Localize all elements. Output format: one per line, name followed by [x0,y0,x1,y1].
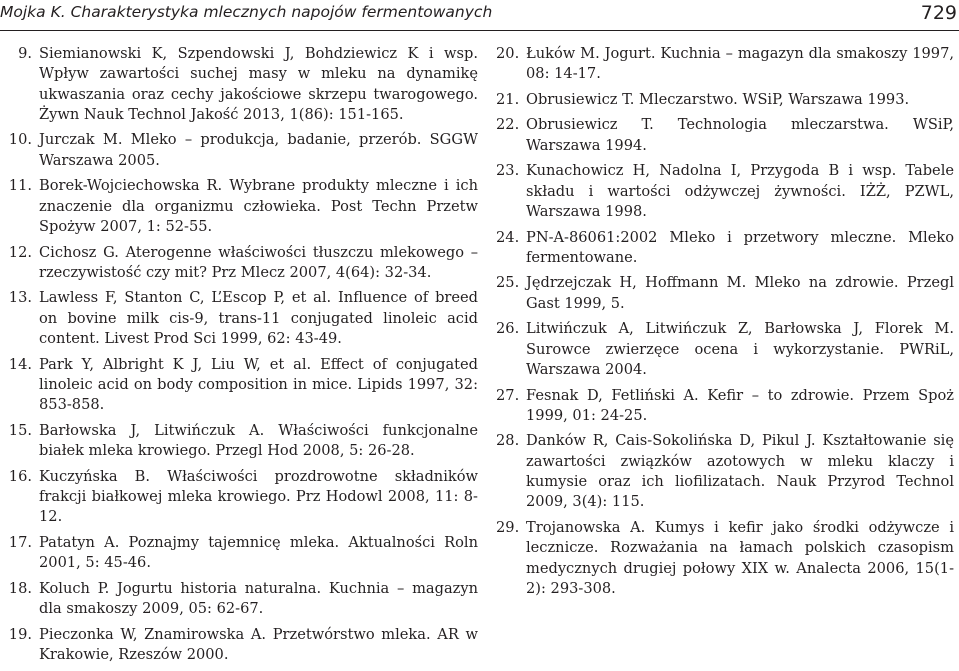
reference-number: 28. [496,432,520,450]
reference-number: 20. [496,45,520,62]
reference-item [8,467,478,528]
reference-number: 12. [8,243,32,261]
reference-text: Kunachowicz H, Nadolna I, Przygoda B i wsp. Tabele składu i wartości odżywczej żywności. IŻŻ, PZWL, Warszawa 1998. [526,162,954,220]
reference-text: Kuczyńska B. Właściwości prozdrowotne składników frakcji białkowej mleka krowiego. Prz Hodowl 2008, 11: 8-12. [39,467,478,526]
reference-text: Cichosz G. Aterogenne właściwości tłuszczu mlekowego – rzeczywistość czy mit? Prz Mlecz 2007, 4(64): 32-34. [39,243,478,281]
reference-number: 16. [8,467,32,485]
reference-item [8,288,478,349]
reference-item [496,431,954,512]
references-left-column [8,44,478,671]
reference-item [496,386,954,427]
reference-item [8,421,478,462]
reference-item [496,161,954,222]
reference-item [8,130,478,171]
reference-text: Siemianowski K, Szpendowski J, Bohdziewicz K i wsp. Wpływ zawartości suchej masy w mleku na dynamikę ukwaszania oraz cechy jakościowe skrzepu twarogowego. Żywn Nauk Technol Jakość 2013, 1(86): 151-165. [39,45,478,123]
reference-item [496,228,954,269]
reference-item [8,355,478,416]
reference-item [496,319,954,380]
reference-number: 26. [496,320,520,338]
reference-item [8,625,478,666]
reference-number: 23. [496,162,520,180]
reference-text: Borek-Wojciechowska R. Wybrane produkty mleczne i ich znaczenie dla organizmu człowieka. Post Techn Przetw Spożyw 2007, 1: 52-55. [39,177,478,235]
reference-item [8,243,478,284]
page-number: 729 [920,2,957,24]
reference-item [8,533,478,574]
reference-text: Jędrzejczak H, Hoffmann M. Mleko na zdrowie. Przegl Gast 1999, 5. [526,274,954,312]
reference-text: Obrusiewicz T. Mleczarstwo. WSiP, Warszawa 1993. [526,90,910,108]
reference-number: 11. [8,177,32,195]
reference-text: Obrusiewicz T. Technologia mleczarstwa. WSiP, Warszawa 1994. [526,116,954,154]
reference-item [8,44,478,125]
references-right-column [496,44,954,604]
reference-number: 18. [8,579,32,597]
reference-number: 21. [496,90,520,108]
reference-number: 15. [8,421,32,439]
reference-text: Pieczonka W, Znamirowska A. Przetwórstwo mleka. AR w Krakowie, Rzeszów 2000. [39,625,478,663]
reference-number: 27. [496,386,520,404]
reference-text: Fesnak D, Fetliński A. Kefir – to zdrowie. Przem Spoż 1999, 01: 24-25. [526,386,954,424]
reference-item [8,176,478,237]
reference-number: 17. [8,533,32,551]
reference-text: Lawless F, Stanton C, L’Escop P, et al. Influence of breed on bovine milk cis-9, trans-11 conjugated linoleic acid content. Livest Prod Sci 1999, 62: 43-49. [39,289,478,348]
reference-item [496,44,954,85]
reference-item [496,273,954,314]
reference-text: Park Y, Albright K J, Liu W, et al. Effect of conjugated linoleic acid on body composition in mice. Lipids 1997, 32: 853-858. [39,355,478,414]
reference-number: 9. [18,45,32,62]
reference-text: PN-A-86061:2002 Mleko i przetwory mleczne. Mleko fermentowane. [526,228,954,266]
reference-number: 24. [496,228,520,246]
reference-item [496,518,954,599]
reference-number: 10. [8,131,32,149]
reference-number: 13. [8,289,32,307]
reference-text: Łuków M. Jogurt. Kuchnia – magazyn dla smakoszy 1997, 08: 14-17. [526,45,954,83]
reference-number: 19. [8,625,32,643]
running-title: Mojka K. Charakterystyka mlecznych napojów fermentowanych [0,3,493,21]
running-header [0,0,959,31]
reference-text: Koluch P. Jogurtu historia naturalna. Kuchnia – magazyn dla smakoszy 2009, 05: 62-67. [39,579,478,618]
reference-text: Patatyn A. Poznajmy tajemnicę mleka. Aktualności Roln 2001, 5: 45-46. [39,533,478,572]
reference-item [496,90,954,110]
reference-text: Litwińczuk A, Litwińczuk Z, Barłowska J, Florek M. Surowce zwierzęce ocena i wykorzystanie. PWRiL, Warszawa 2004. [526,320,954,378]
reference-item [8,579,478,620]
reference-text: Trojanowska A. Kumys i kefir jako środki odżywcze i lecznicze. Rozważania na łamach polskich czasopism medycznych drugiej połowy XIX w. Analecta 2006, 15(1-2): 293-308. [526,518,954,597]
reference-number: 29. [496,518,520,536]
reference-number: 14. [8,355,32,373]
reference-item [496,115,954,156]
reference-number: 25. [496,274,520,292]
reference-text: Danków R, Cais-Sokolińska D, Pikul J. Kształtowanie się zawartości związków azotowych w mleku klaczy i kumysie oraz ich liofilizatach. Nauk Przyrod Technol 2009, 3(4): 115. [526,432,954,511]
reference-text: Barłowska J, Litwińczuk A. Właściwości funkcjonalne białek mleka krowiego. Przegl Hod 2008, 5: 26-28. [39,421,478,460]
reference-text: Jurczak M. Mleko – produkcja, badanie, przerób. SGGW Warszawa 2005. [39,131,478,169]
reference-number: 22. [496,116,520,134]
